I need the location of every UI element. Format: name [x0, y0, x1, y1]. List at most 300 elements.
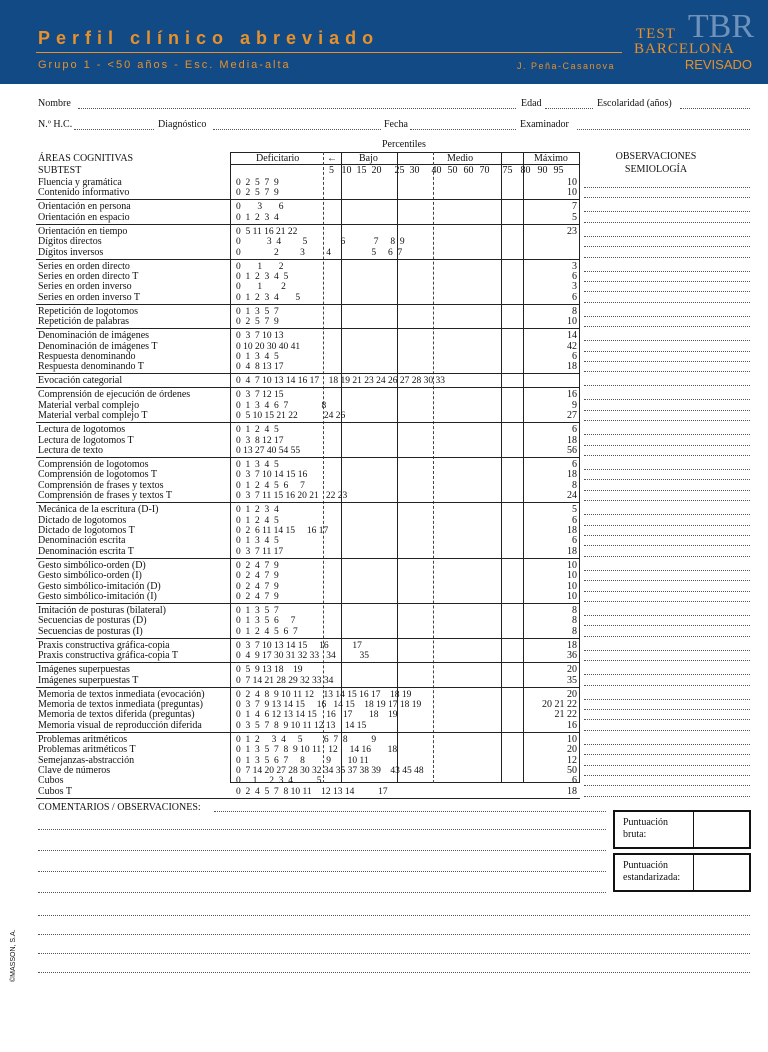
- subtest-max-score: 20: [567, 688, 577, 700]
- grid-column-line: [501, 152, 502, 783]
- group-divider: [36, 732, 580, 733]
- subtest-max-score: 18: [567, 434, 577, 446]
- group-divider: [36, 373, 580, 374]
- subtest-max-score: 10: [567, 316, 577, 328]
- observation-line[interactable]: [584, 580, 750, 581]
- subtest-scores: 0 1 3 4 5: [236, 460, 279, 470]
- observation-line[interactable]: [584, 222, 750, 223]
- subtest-max-score: 20: [567, 744, 577, 756]
- comentarios-line-8[interactable]: [38, 953, 750, 954]
- subtest-max-score: 12: [567, 754, 577, 766]
- subtest-name: Imitación de posturas (bilateral): [38, 605, 167, 616]
- subtest-name: Orientación en persona: [38, 201, 131, 213]
- observation-line[interactable]: [584, 785, 750, 786]
- areas-heading: ÁREAS COGNITIVAS: [38, 153, 134, 164]
- bajo-heading: Bajo: [359, 153, 378, 164]
- subtest-name: Comprensión de frases y textos T: [38, 490, 172, 502]
- subtest-max-score: 18: [567, 361, 577, 373]
- subtest-max-score: 10: [567, 187, 577, 199]
- subtest-scores: 0 2 4 7 9: [236, 571, 279, 582]
- observation-line[interactable]: [584, 479, 750, 480]
- observation-line[interactable]: [584, 674, 750, 675]
- logo-revisado: REVISADO: [684, 57, 752, 72]
- comentarios-line-1[interactable]: [214, 811, 606, 812]
- observation-line[interactable]: [584, 556, 750, 557]
- subtest-scores: 0 3 7 12 15: [236, 390, 284, 401]
- observation-line[interactable]: [584, 709, 750, 710]
- subtest-name: Comprensión de frases y textos: [38, 479, 164, 491]
- puntuacion-bruta-box[interactable]: [613, 810, 751, 849]
- subtest-scores: 0 1 2 4 5 6 7: [236, 480, 305, 491]
- subtest-name: Contenido informativo: [38, 187, 130, 199]
- observation-line[interactable]: [584, 719, 750, 720]
- subtest-scores: 0 3 7 9 13 14 15 16 14 15 18 19 17 18 19: [236, 700, 422, 710]
- subtest-max-score: 18: [567, 785, 577, 797]
- maximo-heading: Máximo: [534, 153, 568, 164]
- comentarios-line-4[interactable]: [38, 871, 606, 872]
- subtest-max-score: 10: [567, 580, 577, 592]
- subtest-name: Praxis constructiva gráfica-copia T: [38, 650, 179, 662]
- subtest-scores: 0 1 3 4 5: [236, 352, 279, 362]
- subtest-scores: 0 2 3 4 5 6 7: [236, 247, 403, 258]
- subtest-name: Comprensión de ejecución de órdenes: [38, 389, 191, 401]
- deficitario-heading: Deficitario: [256, 153, 300, 164]
- subtest-scores: 0 1 3 5 7 8 9 10 11 12 14 16 18: [236, 745, 398, 756]
- puntuacion-estandarizada-label: Puntuación estandarizada:: [623, 860, 681, 883]
- observation-line[interactable]: [584, 399, 750, 400]
- subtest-max-score: 10: [567, 177, 577, 188]
- group-divider: [36, 328, 580, 329]
- subtest-name: Denominación escrita T: [38, 545, 134, 557]
- group-divider: [36, 662, 580, 663]
- subtest-name: Memoria de textos diferida (preguntas): [38, 709, 195, 721]
- subtest-scores: 0 7 14 21 28 29 32 33 34: [236, 675, 334, 686]
- subtest-max-score: 35: [567, 674, 577, 686]
- subtest-name: Lectura de logotomos T: [38, 434, 134, 446]
- subtest-max-score: 8: [572, 615, 577, 627]
- observation-line[interactable]: [584, 434, 750, 435]
- percentile-col-70: 70: [479, 165, 490, 176]
- group-divider: [36, 304, 580, 305]
- subtest-max-score: 3: [572, 281, 577, 293]
- observation-line[interactable]: [584, 601, 750, 602]
- subtest-scores: 0 1 2: [236, 282, 286, 293]
- subtest-scores: 0 3 6: [236, 202, 284, 213]
- subtest-name: Secuencias de posturas (D): [38, 615, 147, 627]
- observation-line[interactable]: [584, 246, 750, 247]
- subtest-scores: 0 2 4 8 9 10 11 12 13 14 15 16 17 18 19: [236, 689, 412, 700]
- observation-line[interactable]: [584, 316, 750, 317]
- copyright-text: ©MASSON, S.A.: [10, 929, 17, 982]
- group-divider: [36, 259, 580, 260]
- subtest-max-score: 6: [572, 351, 577, 362]
- observation-line[interactable]: [584, 410, 750, 411]
- subtest-name: Dictado de logotomos T: [38, 525, 135, 536]
- observation-line[interactable]: [584, 445, 750, 446]
- subtest-name: Material verbal complejo T: [38, 410, 148, 422]
- subtest-name: Gesto simbólico-orden (I): [38, 570, 142, 582]
- comentarios-label: COMENTARIOS / OBSERVACIONES:: [38, 802, 201, 813]
- subtest-scores: 0 7 14 20 27 28 30 32 34 35 37 38 39 43 45 48: [236, 766, 424, 776]
- subtest-max-score: 10: [567, 570, 577, 582]
- observation-line[interactable]: [584, 385, 750, 386]
- grid-column-line: [523, 152, 524, 783]
- subtest-max-score: 21 22: [554, 709, 577, 721]
- subtest-max-score: 23: [567, 225, 577, 237]
- observation-line[interactable]: [584, 281, 750, 282]
- group-divider: [36, 224, 580, 225]
- subtest-scores: 0 3 7 10 13 14 15 16 17: [236, 640, 362, 651]
- field-label-diagnostico: Diagnóstico: [158, 119, 207, 130]
- subtest-max-score: 36: [567, 650, 577, 662]
- subtest-name: Series en orden directo: [38, 260, 130, 272]
- percentile-col-75: 75: [502, 165, 513, 176]
- observation-line[interactable]: [584, 685, 750, 686]
- subtest-scores: 0 1 2 3 4 5 6 7 8 9: [236, 734, 377, 745]
- observation-line[interactable]: [584, 514, 750, 515]
- subtest-scores: 0 5 11 16 21 22: [236, 226, 298, 237]
- observation-line[interactable]: [584, 302, 750, 303]
- percentile-col-90: 90: [537, 165, 548, 176]
- comentarios-line-9[interactable]: [38, 972, 750, 973]
- observation-line[interactable]: [584, 187, 750, 188]
- group-divider: [36, 422, 580, 423]
- subtest-max-score: 3: [572, 260, 577, 272]
- subtest-name: Dictado de logotomos: [38, 514, 127, 526]
- observation-line[interactable]: [584, 271, 750, 272]
- observation-line[interactable]: [584, 371, 750, 372]
- observation-line[interactable]: [584, 197, 750, 198]
- observation-line[interactable]: [584, 591, 750, 592]
- box-divider: [693, 855, 694, 890]
- field-label-nombre: Nombre: [38, 98, 71, 109]
- form-author: J. Peña-Casanova: [517, 61, 616, 71]
- subtest-scores: 0 1 2 3 4 5: [236, 272, 289, 282]
- form-subtitle: Grupo 1 - <50 años - Esc. Media-alta: [38, 59, 291, 71]
- field-label-edad: Edad: [521, 98, 542, 109]
- subtest-max-score: 16: [567, 389, 577, 401]
- subtest-name: Semejanzas-abstracción: [38, 754, 135, 766]
- subtest-max-score: 18: [567, 639, 577, 651]
- subtest-max-score: 7: [572, 201, 577, 213]
- subtest-name: Denominación escrita: [38, 535, 126, 547]
- subtest-max-score: 10: [567, 733, 577, 745]
- subtest-scores: 0 2 5 7 9: [236, 178, 279, 188]
- logo-test: TEST: [636, 26, 676, 42]
- subtest-name: Repetición de palabras: [38, 316, 130, 328]
- subtest-scores: 0 3 7 11 17: [236, 546, 284, 557]
- edad-field[interactable]: [545, 108, 593, 109]
- subtest-name: Gesto simbólico-imitación (I): [38, 591, 157, 602]
- subtest-max-score: 6: [572, 535, 577, 547]
- subtest-heading: SUBTEST: [38, 165, 82, 176]
- observation-line[interactable]: [584, 351, 750, 352]
- subtest-max-score: 8: [572, 305, 577, 317]
- subtest-max-score: 27: [567, 410, 577, 422]
- subtest-scores: 0 2 5 7 9: [236, 317, 279, 328]
- percentile-col-60: 60: [463, 165, 474, 176]
- subtest-scores: 0 1 2 4 5 6 7: [236, 626, 298, 637]
- subtest-scores: 0 1 2 3 4: [236, 505, 279, 516]
- subtest-scores: 0 1 2: [236, 261, 284, 272]
- subtest-scores: 0 3 8 12 17: [236, 435, 284, 446]
- comentarios-line-2[interactable]: [38, 829, 606, 830]
- percentile-col-80: 80: [520, 165, 531, 176]
- observation-line[interactable]: [584, 699, 750, 700]
- subtest-scores: 0 2 4 7 9: [236, 581, 279, 592]
- subtest-max-score: 42: [567, 340, 577, 352]
- subtest-name: Gesto simbólico-orden (D): [38, 559, 146, 571]
- semiologia-label: SEMIOLOGÍA: [624, 164, 688, 175]
- group-divider: [36, 798, 580, 799]
- observation-line[interactable]: [584, 500, 750, 501]
- observation-line[interactable]: [584, 257, 750, 258]
- tbr-logo: [630, 10, 760, 72]
- subtest-max-score: 10: [567, 559, 577, 571]
- group-divider: [36, 502, 580, 503]
- subtest-name: Problemas aritméticos T: [38, 744, 136, 756]
- subtest-name: Comprensión de logotomos: [38, 459, 149, 470]
- subtest-name: Praxis constructiva gráfica-copia: [38, 639, 170, 651]
- subtest-max-score: 8: [572, 605, 577, 616]
- logo-tbr: TBR: [687, 8, 754, 45]
- subtest-scores: 0 13 27 40 54 55: [236, 446, 301, 456]
- subtest-scores: 0 2 5 7 9: [236, 188, 279, 199]
- nombre-field[interactable]: [78, 108, 516, 109]
- puntuacion-estandarizada-box[interactable]: [613, 853, 751, 892]
- subtest-scores: 0 1 2 3 4 5: [236, 292, 301, 303]
- field-label-nhc: N.º H.C.: [38, 119, 73, 130]
- observation-line[interactable]: [584, 765, 750, 766]
- observation-line[interactable]: [584, 326, 750, 327]
- subtest-name: Imágenes superpuestas T: [38, 674, 139, 686]
- comentarios-line-5[interactable]: [38, 892, 606, 893]
- nhc-field[interactable]: [74, 129, 154, 130]
- escolaridad-field[interactable]: [680, 108, 750, 109]
- subtest-max-score: 6: [572, 459, 577, 470]
- subtest-name: Mecánica de la escritura (D-I): [38, 504, 159, 516]
- subtest-scores: 0 1 2 4 5: [236, 425, 279, 436]
- subtest-scores: 0 10 20 30 40 41: [236, 341, 301, 352]
- subtest-max-score: 20 21 22: [542, 699, 577, 710]
- subtest-name: Dígitos inversos: [38, 246, 104, 258]
- subtest-scores: 0 2 4 5 7 8 10 11 12 13 14 17: [236, 786, 388, 797]
- subtest-name: Cubos: [38, 775, 64, 787]
- field-label-fecha: Fecha: [384, 119, 408, 130]
- percentile-col-40: 40: [431, 165, 442, 176]
- subtest-scores: 0 3 4 5 6 7 8 9: [236, 237, 405, 248]
- subtest-max-score: 18: [567, 525, 577, 536]
- subtest-max-score: 6: [572, 514, 577, 526]
- observation-line[interactable]: [584, 211, 750, 212]
- comentarios-line-7[interactable]: [38, 934, 750, 935]
- observation-line[interactable]: [584, 744, 750, 745]
- observation-line[interactable]: [584, 754, 750, 755]
- subtest-max-score: 16: [567, 719, 577, 731]
- subtest-name: Denominación de imágenes T: [38, 340, 158, 352]
- observation-line[interactable]: [584, 455, 750, 456]
- observation-line[interactable]: [584, 535, 750, 536]
- percentiles-heading: Percentiles: [382, 139, 426, 150]
- observation-line[interactable]: [584, 636, 750, 637]
- subtest-name: Memoria de textos inmediata (preguntas): [38, 699, 203, 710]
- subtest-scores: 0 1 2 4 5: [236, 515, 279, 526]
- subtest-max-score: 50: [567, 765, 577, 776]
- subtest-name: Respuesta denominando T: [38, 361, 144, 373]
- subtest-max-score: 10: [567, 591, 577, 602]
- field-label-examinador: Examinador: [520, 119, 569, 130]
- subtest-scores: 0 1 2 3 4: [236, 212, 279, 223]
- observation-line[interactable]: [584, 625, 750, 626]
- subtest-scores: 0 1 2 3 4 5: [236, 776, 322, 787]
- subtest-name: Orientación en tiempo: [38, 225, 128, 237]
- group-divider: [36, 687, 580, 688]
- group-divider: [36, 558, 580, 559]
- subtest-scores: 0 5 10 15 21 22 24 26: [236, 411, 346, 422]
- subtest-max-score: 5: [572, 211, 577, 223]
- subtest-name: Comprensión de logotomos T: [38, 469, 157, 481]
- diagnostico-field[interactable]: [213, 129, 381, 130]
- observation-line[interactable]: [584, 469, 750, 470]
- subtest-scores: 0 1 3 5 6 7 8 9 10 11: [236, 755, 369, 766]
- subtest-max-score: 18: [567, 469, 577, 481]
- subtest-max-score: 8: [572, 625, 577, 637]
- subtest-scores: 0 1 4 6 12 13 14 15 16 17 18 19: [236, 710, 398, 721]
- subtest-name: Lectura de texto: [38, 445, 103, 456]
- subtest-max-score: 24: [567, 490, 577, 502]
- subtest-max-score: 20: [567, 664, 577, 676]
- subtest-max-score: 56: [567, 445, 577, 456]
- subtest-scores: 0 3 5 7 8 9 10 11 12 13 14 15: [236, 720, 367, 731]
- percentile-col-50: 50: [447, 165, 458, 176]
- subtest-max-score: 14: [567, 330, 577, 342]
- subtest-name: Problemas aritméticos: [38, 733, 128, 745]
- subtest-name: Orientación en espacio: [38, 211, 130, 223]
- subtest-scores: 0 1 3 5 7: [236, 306, 279, 317]
- subtest-scores: 0 1 3 5 7: [236, 606, 279, 616]
- percentile-col-95: 95: [553, 165, 564, 176]
- observaciones-label: OBSERVACIONES: [615, 151, 697, 162]
- subtest-max-score: 6: [572, 424, 577, 436]
- subtest-scores: 0 3 7 11 15 16 20 21 22 23: [236, 491, 348, 502]
- subtest-max-score: 5: [572, 504, 577, 516]
- form-title: Perfil clínico abreviado: [38, 28, 380, 48]
- observation-line[interactable]: [584, 650, 750, 651]
- observation-line[interactable]: [584, 660, 750, 661]
- subtest-scores: 0 4 7 10 13 14 16 17 18 19 21 23 24 26 27 28 30 33: [236, 376, 445, 387]
- observation-line[interactable]: [584, 525, 750, 526]
- subtest-max-score: 18: [567, 545, 577, 557]
- subtest-name: Lectura de logotomos: [38, 424, 126, 436]
- subtest-scores: 0 2 6 11 14 15 16 17: [236, 526, 329, 536]
- subtest-name: Gesto simbólico-imitación (D): [38, 580, 161, 592]
- subtest-name: Evocación categorial: [38, 375, 123, 387]
- observation-line[interactable]: [584, 490, 750, 491]
- percentile-col-5: 5: [329, 165, 334, 176]
- subtest-scores: 0 5 9 13 18 19: [236, 665, 303, 676]
- group-divider: [36, 199, 580, 200]
- subtest-name: Series en orden inverso: [38, 281, 132, 293]
- subtest-max-score: 8: [572, 479, 577, 491]
- puntuacion-bruta-label: Puntuación bruta:: [623, 817, 668, 840]
- subtest-name: Memoria visual de reproducción diferida: [38, 719, 202, 731]
- observation-line[interactable]: [584, 236, 750, 237]
- subtest-scores: 0 4 8 13 17: [236, 362, 284, 373]
- logo-barcelona: BARCELONA: [634, 41, 735, 57]
- comentarios-line-3[interactable]: [38, 850, 606, 851]
- box-divider: [693, 812, 694, 847]
- fecha-field[interactable]: [410, 129, 516, 130]
- subtest-max-score: 6: [572, 271, 577, 282]
- subtest-scores: 0 2 4 7 9: [236, 560, 279, 571]
- subtest-max-score: 6: [572, 291, 577, 303]
- subtest-name: Dígitos directos: [38, 236, 102, 248]
- observation-line[interactable]: [584, 796, 750, 797]
- percentile-col-20: 20: [371, 165, 382, 176]
- arrow-icon: ←: [327, 153, 337, 164]
- subtest-scores: 0 1 3 4 5: [236, 536, 279, 547]
- observation-line[interactable]: [584, 340, 750, 341]
- observaciones-heading: [600, 150, 712, 176]
- subtest-name: Cubos T: [38, 785, 72, 797]
- field-label-escolaridad: Escolaridad (años): [597, 98, 672, 109]
- group-divider: [36, 638, 580, 639]
- observation-line[interactable]: [584, 361, 750, 362]
- observation-line[interactable]: [584, 775, 750, 776]
- copyright-wrap: [10, 929, 18, 1052]
- subtest-scores: 0 1 3 5 6 7: [236, 616, 296, 627]
- subtest-name: Repetición de logotomos: [38, 305, 138, 317]
- comentarios-line-6[interactable]: [38, 915, 750, 916]
- percentile-col-25: 25: [394, 165, 405, 176]
- subtest-name: Secuencias de posturas (I): [38, 625, 143, 637]
- subtest-name: Denominación de imágenes: [38, 330, 150, 342]
- observation-line[interactable]: [584, 730, 750, 731]
- group-divider: [36, 387, 580, 388]
- subtest-max-score: 9: [572, 399, 577, 411]
- subtest-name: Fluencia y gramática: [38, 177, 122, 188]
- subtest-name: Clave de números: [38, 765, 111, 776]
- subtest-scores: 0 4 9 17 30 31 32 33 34 35: [236, 651, 369, 662]
- page-header: [0, 0, 768, 84]
- observation-line[interactable]: [584, 615, 750, 616]
- group-divider: [36, 457, 580, 458]
- percentile-col-30: 30: [409, 165, 420, 176]
- examinador-field[interactable]: [577, 129, 750, 130]
- observation-line[interactable]: [584, 420, 750, 421]
- subtest-max-score: 6: [572, 775, 577, 787]
- subtest-name: Respuesta denominando: [38, 351, 136, 362]
- group-divider: [36, 603, 580, 604]
- subtest-name: Series en orden directo T: [38, 271, 139, 282]
- percentile-col-15: 15: [356, 165, 367, 176]
- grid-column-line: [433, 152, 434, 783]
- observation-line[interactable]: [584, 545, 750, 546]
- header-rule: [36, 52, 622, 53]
- observation-line[interactable]: [584, 570, 750, 571]
- percentile-col-10: 10: [341, 165, 352, 176]
- subtest-name: Series en orden inverso T: [38, 291, 141, 303]
- subtest-name: Memoria de textos inmediata (evocación): [38, 688, 205, 700]
- observation-line[interactable]: [584, 291, 750, 292]
- medio-heading: Medio: [447, 153, 474, 164]
- subtest-scores: 0 2 4 7 9: [236, 592, 279, 602]
- subtest-name: Imágenes superpuestas: [38, 664, 130, 676]
- subtest-name: Material verbal complejo: [38, 399, 140, 411]
- subtest-scores: 0 3 7 10 14 15 16: [236, 470, 308, 481]
- subtest-scores: 0 3 7 10 13: [236, 331, 284, 342]
- subtest-scores: 0 1 3 4 6 7 8: [236, 400, 327, 411]
